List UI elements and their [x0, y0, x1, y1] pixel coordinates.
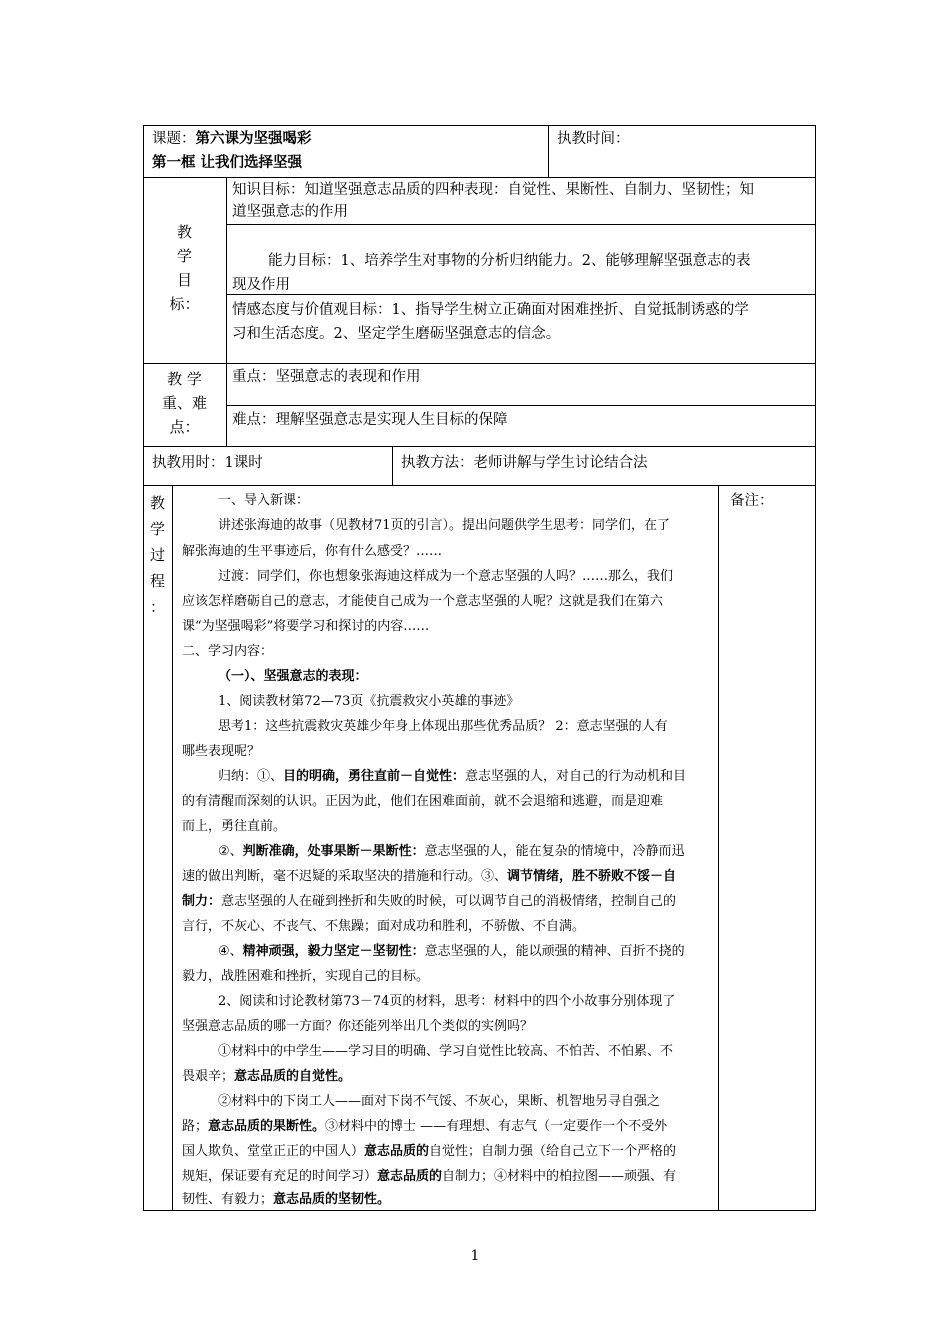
row-divider-keypoints-inner — [226, 405, 816, 406]
keypoints-side-label: 教 学 重、难 点： — [161, 370, 207, 436]
ability-objective-line-2: 现及作用 — [232, 277, 290, 293]
page-number: 1 — [470, 1248, 480, 1264]
course-label: 课题： — [152, 131, 196, 147]
intro-p1-line-2: 解张海迪的生平事迹后，你有什么感受？…… — [182, 544, 443, 559]
table-right-border — [815, 125, 816, 1211]
row-divider-objectives-2 — [226, 294, 816, 295]
summary-4-line-2: 毅力，战胜困难和挫折，实现自己的目标。 — [182, 969, 430, 984]
emotion-objective-line-1: 情感态度与价值观目标：1、指导学生树立正确面对困难挫折、自觉抵制诱惑的学 — [232, 302, 749, 318]
read-2-line-2: 坚强意志品质的哪一方面？你还能列举出几个类似的实例吗？ — [182, 1019, 534, 1034]
material-2-line-5: 韧性、有毅力；意志品质的坚韧性。 — [182, 1192, 391, 1207]
intro-p2-line-3: 课“为坚强喝彩”将要学习和探讨的内容…… — [182, 619, 430, 634]
think-1-line-2: 哪些表现呢？ — [182, 744, 261, 759]
course-title: 第六课为坚强喝彩 — [195, 130, 312, 147]
section-title: 第一框 让我们选择坚强 — [152, 154, 303, 171]
summary-4-line-1: ④、精神顽强，毅力坚定－坚韧性：意志坚强的人，能以顽强的精神、百折不挠的 — [218, 944, 685, 959]
emotion-objective-line-2: 习和生活态度。2、坚定学生磨砺坚强意志的信念。 — [232, 326, 561, 342]
row-divider-header — [143, 177, 816, 178]
row-divider-objectives-1 — [226, 224, 816, 225]
knowledge-objective-line-1: 知识目标：知道坚强意志品质的四种表现：自觉性、果断性、自制力、坚韧性；知 — [232, 182, 754, 198]
row-divider-info — [143, 485, 816, 486]
summary-2-line-2: 速的做出判断，毫不迟疑的采取坚决的措施和行动。③、调节情绪，胜不骄败不馁－自 — [182, 869, 677, 884]
intro-p2-line-1: 过渡：同学们，你也想象张海迪这样成为一个意志坚强的人吗？……那么，我们 — [218, 569, 674, 584]
ability-objective-line-1: 能力目标：1、培养学生对事物的分析归纳能力。2、能够理解坚强意志的表 — [268, 253, 751, 269]
summary-2-line-4: 言行，不灰心、不丧气、不焦躁；面对成功和胜利，不骄傲、不自满。 — [182, 919, 586, 934]
read-2-line-1: 2、阅读和讨论教材第73－74页的材料，思考：材料中的四个小故事分别体现了 — [218, 994, 676, 1009]
material-2-line-1: ②材料中的下岗工人——面对下岗不气馁、不灰心，果断、机智地另寻自强之 — [218, 1094, 661, 1109]
summary-1-line-3: 而上，勇往直前。 — [182, 819, 287, 834]
col-divider-notes — [718, 485, 719, 1211]
sub-heading: （一）、坚强意志的表现： — [218, 669, 368, 684]
col-divider-side — [226, 177, 227, 447]
intro-heading: 一、导入新课： — [218, 493, 310, 508]
table-top-border — [143, 125, 816, 126]
material-1-line-2: 畏艰辛；意志品质的自觉性。 — [182, 1069, 352, 1084]
notes-label: 备注： — [730, 493, 774, 509]
think-1-line-1: 思考1：这些抗震救灾英雄少年身上体现出那些优秀品质？ 2：意志坚强的人有 — [218, 719, 668, 734]
summary-2-line-3: 制力：意志坚强的人在碰到挫折和失败的时候，可以调节自己的消极情绪，控制自己的 — [182, 894, 677, 909]
row-divider-keypoints — [143, 446, 816, 447]
process-side-label: 教 学 过 程 ： — [149, 494, 165, 616]
course-title-line — [152, 129, 312, 149]
material-2-line-2: 路；意志品质的果断性。③材料中的博士 ——有理想、有志气（一定要作一个不受外 — [182, 1119, 668, 1134]
study-heading: 二、学习内容： — [182, 644, 274, 659]
material-2-line-4: 规矩，保证要有充足的时间学习）意志品质的自制力；④材料中的柏拉图——顽强、有 — [182, 1169, 677, 1184]
table-bottom-border — [143, 1210, 816, 1211]
intro-p1-line-1: 讲述张海迪的故事（见教材71页的引言）。提出问题供学生思考：同学们，在了 — [218, 518, 671, 533]
summary-1-line-2: 的有清醒而深刻的认识。正因为此，他们在困难面前，就不会退缩和逃避，而是迎难 — [182, 794, 664, 809]
objectives-side-label: 教 学 目 标： — [169, 223, 200, 313]
exec-time-label: 执教时间： — [557, 131, 630, 147]
col-divider-info — [392, 446, 393, 486]
summary-2-line-1: ②、判断准确，处事果断－果断性：意志坚强的人，能在复杂的情境中，冷静而迅 — [218, 844, 685, 859]
intro-p2-line-2: 应该怎样磨砺自己的意志，才能使自己成为一个意志坚强的人呢？这就是我们在第六 — [182, 594, 664, 609]
material-2-line-3: 国人欺负、堂堂正正的中国人）意志品质的自觉性；自制力强（给自己立下一个严格的 — [182, 1144, 677, 1159]
col-divider-header — [548, 125, 549, 177]
material-1-line-1: ①材料中的中学生——学习目的明确、学习自觉性比较高、不怕苦、不怕累、不 — [218, 1044, 674, 1059]
difficulty-point: 难点：理解坚强意志是实现人生目标的保障 — [232, 412, 508, 428]
summary-1-line-1: 归纳：①、目的明确，勇往直前－自觉性：意志坚强的人，对自己的行为动机和目 — [218, 769, 687, 784]
key-point: 重点：坚强意志的表现和作用 — [232, 369, 421, 385]
teaching-method: 执教方法：老师讲解与学生讨论结合法 — [401, 455, 648, 471]
knowledge-objective-line-2: 道坚强意志的作用 — [232, 204, 348, 220]
row-divider-objectives — [143, 363, 816, 364]
read-1: 1、阅读教材第72—73页《抗震救灾小英雄的事迹》 — [218, 694, 520, 709]
col-divider-process-side — [172, 485, 173, 1211]
teaching-hours: 执教用时：1课时 — [152, 455, 263, 471]
